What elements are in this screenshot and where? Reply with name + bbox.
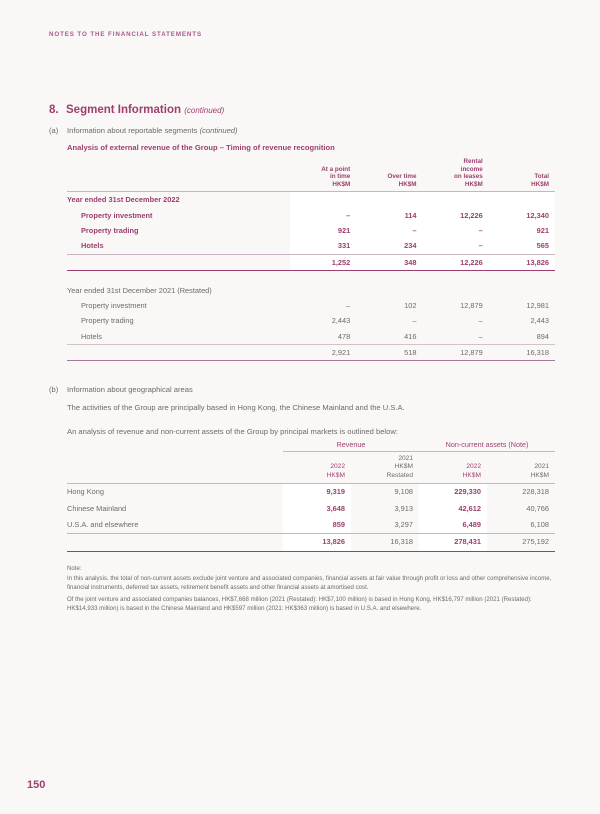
- total-value: 275,192: [487, 534, 555, 551]
- cell-value: 478: [290, 329, 356, 345]
- table-row: [67, 517, 555, 534]
- cell-value: 234: [356, 238, 422, 254]
- cell-value: 12,879: [460, 301, 483, 311]
- row-label: Property trading: [81, 225, 139, 235]
- cell-value: 3,297: [351, 517, 419, 534]
- total-value: 16,318: [489, 345, 555, 361]
- table-header-row: [67, 158, 555, 192]
- group-header-non-current-assets: Non-current assets (Note): [419, 440, 555, 452]
- group-title-2022: Year ended 31st December 2022: [67, 195, 180, 205]
- group-title-cell: [489, 283, 555, 298]
- row-label: Chinese Mainland: [67, 503, 127, 513]
- note-block-label: Note:: [67, 565, 82, 572]
- cell-value: 102: [404, 301, 417, 311]
- total-value: 12,879: [423, 345, 489, 361]
- row-label: Hotels: [67, 238, 290, 254]
- note-block-paragraph-1: In this analysis, the total of non-current assets exclude joint venture and associated companies, financial assets at fair value through profit or loss and other comprehensive income, financial instruments, deferred tax assets, retirement benefit assets and other financial assets at amortised cost.: [67, 575, 552, 592]
- header-spacer: [67, 452, 283, 484]
- cell-value: 3,913: [394, 503, 413, 513]
- header-at-a-point-in-time: At a point in time HK$M: [290, 158, 356, 192]
- cell-value: 921: [489, 223, 555, 238]
- group-header-revenue: Revenue: [283, 440, 419, 452]
- cell-value: –: [423, 223, 489, 238]
- header-revenue-2022: 2022 HK$M: [283, 452, 351, 484]
- cell-value: –: [478, 316, 483, 326]
- section-b-paragraph-2: An analysis of revenue and non-current assets of the Group by principal markets is outlined below:: [67, 427, 398, 436]
- total-label: [67, 254, 290, 270]
- page-title: [49, 104, 224, 116]
- cell-value: 40,766: [526, 503, 549, 513]
- table-row: [67, 313, 555, 328]
- total-label: [67, 534, 283, 551]
- section-b-paragraph-1: The activities of the Group are principally based in Hong Kong, the Chinese Mainland and the U.S.A.: [67, 403, 405, 412]
- total-value: 13,826: [283, 534, 351, 551]
- note-number: 8.: [49, 104, 59, 116]
- group-title-row-2022: [67, 192, 555, 208]
- cell-value: 228,318: [522, 487, 549, 497]
- cell-value: –: [423, 329, 489, 345]
- group-title-cell: [489, 192, 555, 208]
- cell-value: 2,443: [530, 316, 549, 326]
- total-label: [67, 345, 290, 361]
- header-spacer: [67, 158, 290, 192]
- section-a-continued: (continued): [199, 126, 238, 135]
- note-block: [67, 564, 557, 616]
- note-title: Segment Information: [66, 104, 182, 116]
- group-title-cell: [290, 192, 356, 208]
- header-total: Total HK$M: [489, 158, 555, 192]
- total-value: 13,826: [489, 254, 555, 270]
- table-row: [67, 223, 555, 238]
- table-row: [67, 484, 555, 501]
- header-assets-2022: 2022 HK$M: [419, 452, 487, 484]
- cell-value: 12,226: [423, 208, 489, 223]
- cell-value: –: [412, 316, 417, 326]
- group-title-cell: [423, 283, 489, 298]
- group-title-cell: [423, 192, 489, 208]
- cell-value: 9,319: [283, 484, 351, 501]
- total-value: 2,921: [290, 345, 356, 361]
- group-title-row-2021: [67, 283, 555, 298]
- total-value: 278,431: [419, 534, 487, 551]
- total-value: 1,252: [290, 254, 356, 270]
- table-row: [67, 238, 555, 254]
- note-block-paragraph-2: Of the joint venture and associated companies balances, HK$7,668 million (2021 (Restated): HK$7,100 million) is based in Hong Kong, HK$16,797 million (2021 (Restated): HK$14,933 million) is based in the Chinese Mainland and HK$597 million (2021: HK$363 million) is based in U.S.A. and elsewhere.: [67, 596, 532, 613]
- group-title-2021: Year ended 31st December 2021 (Restated): [67, 285, 212, 295]
- cell-value: 12,981: [526, 301, 549, 311]
- section-b-label: (b): [49, 385, 59, 394]
- total-value: 12,226: [423, 254, 489, 270]
- table-row: [67, 298, 555, 313]
- cell-value: 416: [356, 329, 422, 345]
- row-label: U.S.A. and elsewhere: [67, 517, 283, 534]
- cell-value: 9,108: [394, 487, 413, 497]
- cell-value: –: [346, 301, 351, 311]
- total-value: 518: [356, 345, 422, 361]
- total-value: 348: [356, 254, 422, 270]
- table-row: [67, 208, 555, 223]
- total-row: [67, 534, 555, 551]
- section-a-text: Information about reportable segments: [67, 126, 198, 135]
- table-row: [67, 329, 555, 345]
- cell-value: 331: [290, 238, 356, 254]
- timing-of-revenue-recognition-table: [67, 158, 555, 361]
- running-header: NOTES TO THE FINANCIAL STATEMENTS: [49, 31, 202, 38]
- cell-value: 6,489: [419, 517, 487, 534]
- cell-value: 3,648: [283, 501, 351, 517]
- header-assets-2021: 2021 HK$M: [487, 452, 555, 484]
- cell-value: –: [423, 238, 489, 254]
- note-title-continued: (continued): [184, 106, 225, 115]
- geographical-areas-table: [67, 440, 555, 552]
- row-label: Hotels: [67, 329, 290, 345]
- cell-value: 565: [489, 238, 555, 254]
- cell-value: –: [356, 223, 422, 238]
- cell-value: 12,340: [489, 208, 555, 223]
- cell-value: 859: [283, 517, 351, 534]
- cell-value: –: [290, 208, 356, 223]
- section-b-text: Information about geographical areas: [67, 385, 193, 394]
- header-rental-income-on-leases: Rental income on leases HK$M: [423, 158, 489, 192]
- section-b-heading: [49, 385, 193, 394]
- group-title-cell: [356, 283, 422, 298]
- section-a-subtitle: Analysis of external revenue of the Group – Timing of revenue recognition: [67, 143, 335, 152]
- cell-value: 6,108: [487, 517, 555, 534]
- group-header-row: [67, 440, 555, 452]
- row-label: Property trading: [81, 316, 134, 326]
- table-spacer: [67, 270, 555, 279]
- cell-value: 894: [489, 329, 555, 345]
- header-revenue-2021: 2021 HK$M Restated: [351, 452, 419, 484]
- cell-value: 42,612: [419, 501, 487, 517]
- cell-value: 921: [290, 223, 356, 238]
- cell-value: 2,443: [331, 316, 351, 326]
- group-header-spacer: [67, 440, 283, 452]
- total-value: 16,318: [351, 534, 419, 551]
- total-row-2022: [67, 254, 555, 270]
- section-a-heading: [49, 126, 238, 135]
- row-label: Property investment: [81, 210, 153, 220]
- row-label: Property investment: [81, 301, 147, 311]
- group-title-cell: [290, 283, 356, 298]
- cell-value: 114: [356, 208, 422, 223]
- table-row: [67, 501, 555, 517]
- header-over-time: Over time HK$M: [356, 158, 422, 192]
- table-header-row: [67, 452, 555, 484]
- total-row-2021: [67, 345, 555, 361]
- section-a-label: (a): [49, 126, 59, 135]
- page-number: 150: [27, 779, 46, 791]
- group-title-cell: [356, 192, 422, 208]
- cell-value: 229,330: [419, 484, 487, 501]
- row-label: Hong Kong: [67, 487, 104, 497]
